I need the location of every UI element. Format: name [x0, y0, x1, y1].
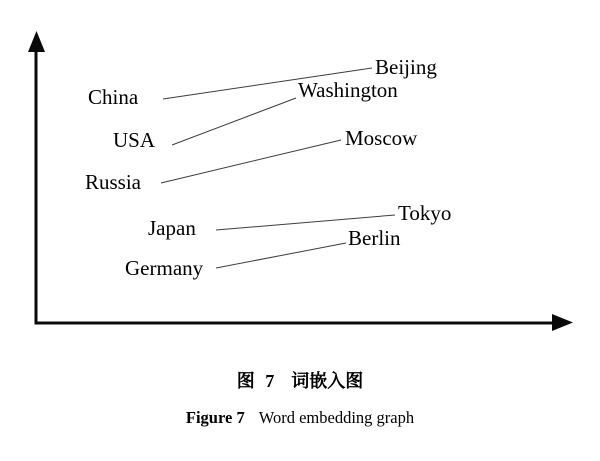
word-label-washington: Washington — [298, 78, 398, 102]
caption-chinese — [0, 368, 600, 394]
connector-germany-berlin — [216, 243, 346, 268]
word-label-moscow: Moscow — [345, 126, 418, 150]
word-label-usa: USA — [113, 128, 156, 152]
word-labels-group — [85, 55, 451, 280]
y-axis-arrowhead — [28, 31, 45, 52]
word-label-china: China — [88, 85, 139, 109]
connector-russia-moscow — [161, 140, 341, 183]
word-label-beijing: Beijing — [375, 55, 437, 79]
word-label-germany: Germany — [125, 256, 204, 280]
caption-en-title: Word embedding graph — [258, 408, 415, 427]
word-label-russia: Russia — [85, 170, 142, 194]
caption-en-number: Figure 7 — [185, 408, 245, 427]
x-axis-arrowhead — [552, 314, 573, 331]
word-label-berlin: Berlin — [348, 226, 401, 250]
figure-caption — [0, 368, 600, 429]
word-label-japan: Japan — [148, 216, 196, 240]
connector-usa-washington — [172, 98, 296, 145]
caption-zh-number: 图 7 — [236, 371, 278, 391]
caption-zh-title: 词嵌入图 — [291, 371, 364, 391]
word-label-tokyo: Tokyo — [398, 201, 452, 225]
caption-english — [0, 407, 600, 429]
